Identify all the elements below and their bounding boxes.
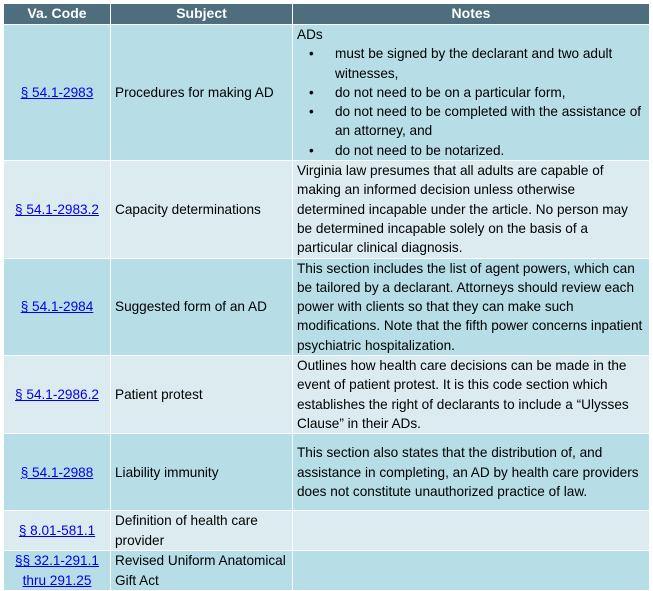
header-subject: Subject [111, 4, 293, 25]
table-row [4, 25, 650, 161]
notes-cell [293, 511, 650, 551]
code-cell [4, 434, 111, 511]
subject-cell: Suggested form of an AD [111, 258, 293, 355]
notes-cell: Virginia law presumes that all adults are capable of making an informed decision unless otherwise determined incapable under the article. No person may be determined incapable solely on the basis of a particular clinical diagnosis. [293, 161, 650, 258]
code-link[interactable]: § 54.1-2986.2 [15, 386, 99, 402]
notes-cell: This section includes the list of agent powers, which can be tailored by a declarant. Attorneys should review each power with clients so that they can make such modifications. Note that the fifth power concerns inpatient psychiatric hospitalization. [293, 258, 650, 355]
header-notes: Notes [293, 4, 650, 25]
code-cell [4, 551, 111, 591]
code-cell [4, 25, 111, 161]
code-link[interactable]: § 54.1-2984 [20, 299, 94, 315]
code-link[interactable]: § 54.1-2983 [20, 84, 94, 100]
code-link[interactable]: §§ 32.1-291.1 thru 291.25 [15, 553, 99, 588]
list-item: • do not need to be notarized. [335, 141, 645, 160]
code-link[interactable]: § 8.01-581.1 [18, 523, 96, 539]
notes-intro: ADs [297, 27, 323, 42]
header-va-code: Va. Code [4, 4, 111, 25]
table-row [4, 161, 650, 258]
code-cell [4, 511, 111, 551]
subject-cell: Patient protest [111, 356, 293, 434]
subject-cell: Definition of health care provider [111, 511, 293, 551]
subject-cell: Revised Uniform Anatomical Gift Act [111, 551, 293, 591]
notes-cell: Outlines how health care decisions can be made in the event of patient protest. It is this code section which establishes the right of declarants to include a “Ulysses Clause” in their ADs. [293, 356, 650, 434]
table-row [4, 551, 650, 591]
code-link[interactable]: § 54.1-2988 [20, 464, 94, 480]
list-item: • do not need to be completed with the assistance of an attorney, and [335, 102, 645, 141]
virginia-code-table [3, 3, 650, 591]
notes-cell [293, 551, 650, 591]
table-row [4, 511, 650, 551]
code-cell [4, 161, 111, 258]
notes-list [297, 44, 645, 160]
list-item: • must be signed by the declarant and two adult witnesses, [335, 44, 645, 83]
subject-cell: Liability immunity [111, 434, 293, 511]
subject-cell: Procedures for making AD [111, 25, 293, 161]
code-cell [4, 258, 111, 355]
code-cell [4, 356, 111, 434]
notes-cell: This section also states that the distribution of, and assistance in completing, an AD by health care providers does not constitute unauthorized practice of law. [293, 434, 650, 511]
table-header-row [4, 4, 650, 25]
code-link[interactable]: § 54.1-2983.2 [15, 201, 99, 217]
table-row [4, 258, 650, 355]
table-row [4, 434, 650, 511]
table-row [4, 356, 650, 434]
subject-cell: Capacity determinations [111, 161, 293, 258]
notes-cell [293, 25, 650, 161]
list-item: • do not need to be on a particular form, [335, 83, 645, 102]
